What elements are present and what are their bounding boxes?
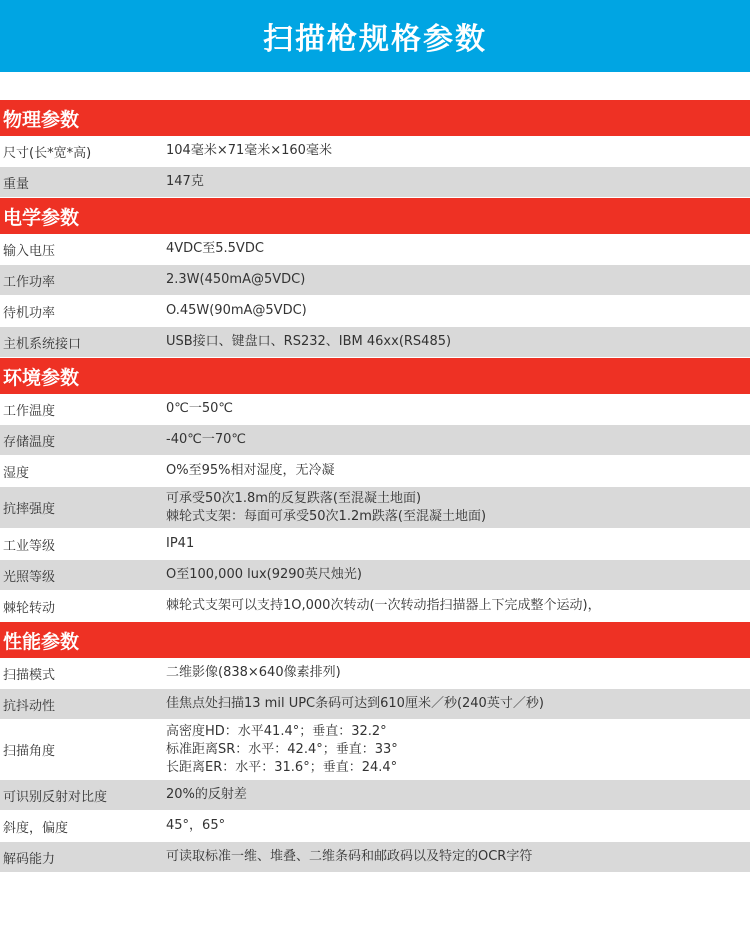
spec-value-line: 20%的反射差 xyxy=(166,787,247,802)
spec-value-line: 45°，65° xyxy=(166,818,226,833)
spec-value xyxy=(166,333,451,351)
spec-label: 工业等级 xyxy=(3,538,56,554)
spec-value-line: 佳焦点处扫描13 mil UPC条码可达到610厘米／秒(240英寸／秒) xyxy=(166,696,544,711)
spec-row xyxy=(0,689,750,720)
spec-value xyxy=(166,723,398,777)
spec-value xyxy=(166,786,247,804)
spec-value xyxy=(166,142,332,160)
spec-value-line: -40℃一70℃ xyxy=(166,432,246,447)
spec-value xyxy=(166,848,532,866)
spec-label: 抗抖动性 xyxy=(3,698,56,714)
spec-value xyxy=(166,566,362,584)
spec-value-line: O至100,000 lux(9290英尺烛光) xyxy=(166,567,362,582)
spec-value xyxy=(166,535,194,553)
spec-value xyxy=(166,271,305,289)
spec-label: 解码能力 xyxy=(3,851,56,867)
spec-label: 工作功率 xyxy=(3,274,56,290)
spec-value xyxy=(166,597,601,615)
spec-row xyxy=(0,780,750,811)
spec-value-line: IP41 xyxy=(166,536,195,551)
spec-value xyxy=(166,695,544,713)
spec-label: 抗摔强度 xyxy=(3,502,56,517)
section-header xyxy=(0,622,750,658)
spec-row xyxy=(0,560,750,591)
spec-value-line: 标准距离SR：水平：42.4°；垂直：33° xyxy=(166,741,398,757)
spec-row xyxy=(0,487,750,529)
spec-row xyxy=(0,296,750,327)
spec-label: 棘轮转动 xyxy=(3,600,56,616)
spec-row xyxy=(0,136,750,167)
section-header xyxy=(0,358,750,394)
spec-value-line: 104毫米×71毫米×160毫米 xyxy=(166,143,332,158)
spec-value-line: O%至95%相对湿度，无冷凝 xyxy=(166,463,335,478)
spec-value-line: 高密度HD：水平41.4°；垂直：32.2° xyxy=(166,723,387,739)
spec-value-line: 147克 xyxy=(166,174,204,189)
spec-row xyxy=(0,167,750,198)
spec-row xyxy=(0,529,750,560)
spec-label: 扫描角度 xyxy=(3,744,56,759)
spec-value xyxy=(166,240,264,258)
spec-row xyxy=(0,720,750,780)
section-title: 物理参数 xyxy=(3,108,80,131)
spec-row xyxy=(0,658,750,689)
spec-label: 光照等级 xyxy=(3,569,56,585)
spec-label: 待机功率 xyxy=(3,305,56,321)
spec-value-line: 棘轮式支架可以支持1O,000次转动(一次转动指扫描器上下完成整个运动)， xyxy=(166,598,601,613)
section-title: 环境参数 xyxy=(3,366,80,389)
spec-label: 存储温度 xyxy=(3,434,56,450)
section-title: 性能参数 xyxy=(3,630,80,653)
spec-label: 输入电压 xyxy=(3,243,56,259)
spec-label: 重量 xyxy=(3,176,30,192)
spec-value-line: O.45W(90mA@5VDC) xyxy=(166,303,307,318)
spec-value-line: USB接口、键盘口、RS232、IBM 46xx(RS485) xyxy=(166,334,452,349)
spec-table xyxy=(0,100,750,873)
spec-label: 可识别反射对比度 xyxy=(3,789,108,805)
spec-label: 斜度，偏度 xyxy=(3,820,69,836)
spec-value-line: 0℃一50℃ xyxy=(166,401,234,416)
spec-row xyxy=(0,234,750,265)
spec-label: 主机系统接口 xyxy=(3,336,82,352)
spec-value-line: 长距离ER：水平：31.6°；垂直：24.4° xyxy=(166,759,398,775)
spec-value-line: 棘轮式支架：每面可承受50次1.2m跌落(至混凝土地面) xyxy=(166,508,487,524)
spec-value xyxy=(166,490,486,526)
spec-row xyxy=(0,265,750,296)
spec-value xyxy=(166,302,307,320)
spec-value xyxy=(166,173,204,191)
spec-row xyxy=(0,811,750,842)
spec-label: 扫描模式 xyxy=(3,667,56,683)
spec-row xyxy=(0,425,750,456)
section-header xyxy=(0,198,750,234)
spec-label: 湿度 xyxy=(3,465,30,481)
spec-row xyxy=(0,456,750,487)
spec-row xyxy=(0,842,750,873)
spec-row xyxy=(0,591,750,622)
spec-value xyxy=(166,431,246,449)
section-header xyxy=(0,100,750,136)
page-title: 扫描枪规格参数 xyxy=(263,22,487,57)
title-banner xyxy=(0,0,750,72)
spec-value-line: 可承受50次1.8m的反复跌落(至混凝土地面) xyxy=(166,490,422,506)
spec-value xyxy=(166,817,225,835)
spec-value xyxy=(166,462,334,480)
spec-row xyxy=(0,327,750,358)
spec-value-line: 2.3W(450mA@5VDC) xyxy=(166,272,306,287)
spec-value-line: 二维影像(838×640像素排列) xyxy=(166,665,341,680)
spec-value xyxy=(166,664,341,682)
spec-value-line: 可读取标准一维、堆叠、二维条码和邮政码以及特定的OCR字符 xyxy=(166,849,533,864)
section-title: 电学参数 xyxy=(3,206,80,229)
spec-label: 工作温度 xyxy=(3,403,56,419)
spec-value-line: 4VDC至5.5VDC xyxy=(166,241,264,256)
spec-value xyxy=(166,400,233,418)
spec-row xyxy=(0,394,750,425)
spec-label: 尺寸(长*宽*高) xyxy=(3,145,92,161)
